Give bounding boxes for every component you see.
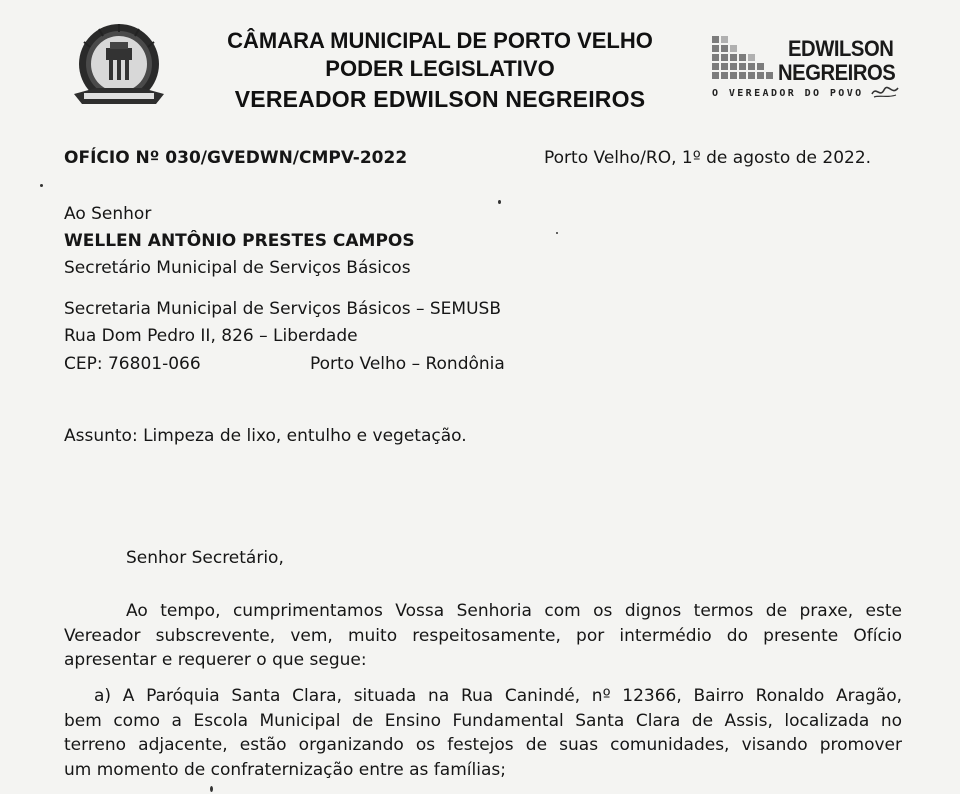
- paragraph-line: um momento de confraternização entre as famílias;: [64, 759, 506, 780]
- paragraph-item-a: [64, 684, 902, 782]
- address-organization: Secretaria Municipal de Serviços Básicos – SEMUSB: [64, 299, 501, 319]
- municipal-seal-icon: [66, 22, 172, 114]
- greeting: Senhor Secretário,: [126, 548, 284, 568]
- scan-speck: [210, 786, 213, 792]
- brand-name-line1: EDWILSON: [788, 36, 894, 61]
- address-city: Porto Velho – Rondônia: [310, 354, 505, 374]
- paragraph-line: Ao tempo, cumprimentamos Vossa Senhoria com os dignos termos de praxe, este: [126, 601, 902, 621]
- paragraph-line: Vereador subscrevente, vem, muito respeitosamente, por intermédio do presente Ofício: [64, 625, 902, 646]
- brand-blocks-icon: [712, 36, 784, 86]
- header-chamber-name: CÂMARA MUNICIPAL DE PORTO VELHO: [227, 28, 653, 53]
- scan-speck: [498, 200, 501, 204]
- scan-speck: [556, 232, 558, 234]
- scan-speck: [40, 184, 43, 187]
- brand-name-line2: NEGREIROS: [778, 60, 896, 85]
- place-and-date: Porto Velho/RO, 1º de agosto de 2022.: [544, 148, 872, 168]
- brand-logo: [712, 36, 912, 108]
- paragraph-line: bem como a Escola Municipal de Ensino Fundamental Santa Clara de Assis, localizada no: [64, 710, 902, 731]
- recipient-name: WELLEN ANTÔNIO PRESTES CAMPOS: [64, 231, 415, 251]
- salutation-to: Ao Senhor: [64, 204, 152, 224]
- document-reference: OFÍCIO Nº 030/GVEDWN/CMPV-2022: [64, 148, 408, 168]
- brand-slogan: O VEREADOR DO POVO: [712, 88, 864, 99]
- paragraph-line: apresentar e requerer o que segue:: [64, 650, 367, 670]
- paragraph-line: terreno adjacente, estão organizando os festejos de suas comunidades, visando promover: [64, 735, 902, 755]
- recipient-title: Secretário Municipal de Serviços Básicos: [64, 258, 411, 278]
- header-legislative-power: PODER LEGISLATIVO: [325, 56, 555, 81]
- signature-flourish-icon: [870, 84, 900, 100]
- address-street: Rua Dom Pedro II, 826 – Liberdade: [64, 326, 358, 346]
- paragraph-intro: [64, 599, 902, 673]
- header-councilman-name: VEREADOR EDWILSON NEGREIROS: [234, 86, 646, 112]
- subject-line: Assunto: Limpeza de lixo, entulho e vegetação.: [64, 426, 467, 446]
- address-cep: CEP: 76801-066: [64, 354, 201, 374]
- paragraph-line: a) A Paróquia Santa Clara, situada na Rua Canindé, nº 12366, Bairro Ronaldo Aragão,: [94, 686, 902, 706]
